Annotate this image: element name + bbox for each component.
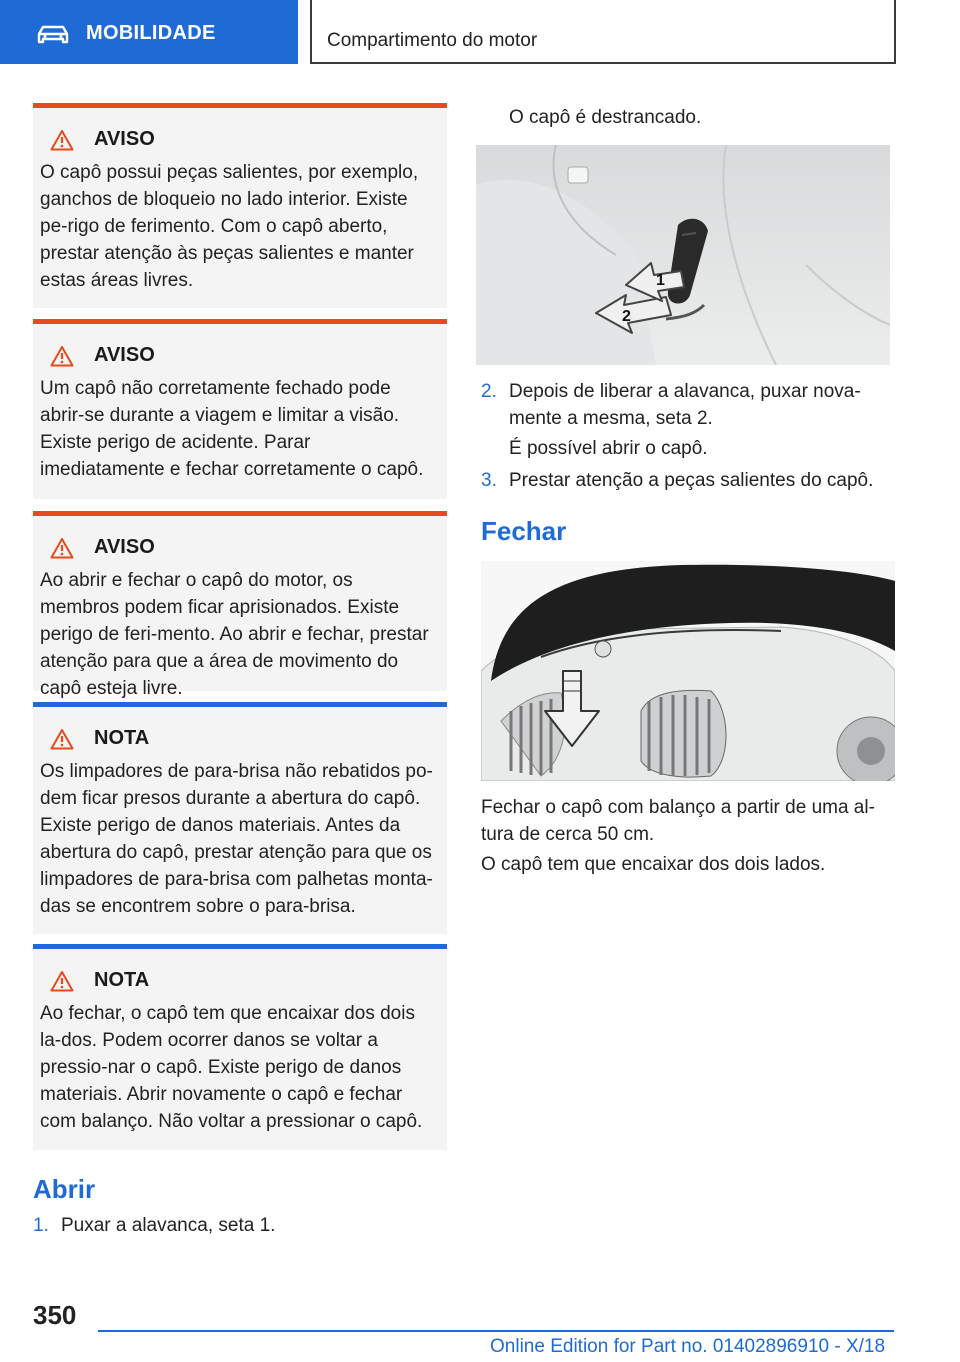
warning-box [33, 103, 447, 308]
step-text: Prestar atenção a peças salientes do capô. [509, 470, 874, 491]
footer-divider [98, 1330, 894, 1332]
step-2-result: É possível abrir o capô. [509, 438, 708, 459]
notice-title: AVISO [94, 128, 155, 150]
warning-box [33, 511, 447, 699]
warning-box [33, 319, 447, 499]
warning-triangle-icon [50, 728, 74, 750]
warning-triangle-icon [50, 129, 74, 151]
figure-label: 1 [656, 272, 665, 289]
page-number: 350 [33, 1300, 77, 1330]
hood-close-figure [481, 561, 895, 781]
car-icon [36, 25, 70, 45]
step-2 [481, 378, 891, 432]
warning-triangle-icon [50, 970, 74, 992]
notice-text: Os limpadores de para-brisa não rebatidos po-dem ficar presos durante a abertura do capô. Existe perigo de danos materiais. Antes da abertura do capô, prestar atenção para que os limpadores de para-brisa com palhetas monta-das se encontrem sobre o para-brisa. [40, 761, 433, 917]
step-text: Puxar a alavanca, seta 1. [61, 1215, 276, 1236]
chapter-title: Compartimento do motor [327, 30, 538, 51]
warning-triangle-icon [50, 537, 74, 559]
notice-text: Ao fechar, o capô tem que encaixar dos dois la-dos. Podem ocorrer danos se voltar a pressio-nar o capô. Existe perigo de danos materiais. Abrir novamente o capô e fechar com balanço. Não voltar a pressionar o capô. [40, 1003, 423, 1132]
section-tab[interactable] [0, 0, 298, 64]
heading-open: Abrir [33, 1174, 96, 1204]
step-1 [33, 1212, 447, 1239]
warning-triangle-icon [50, 345, 74, 367]
step-3 [481, 467, 891, 494]
close-paragraph-2: O capô tem que encaixar dos dois lados. [481, 854, 826, 875]
notice-text: Ao abrir e fechar o capô do motor, os membros podem ficar aprisionados. Existe perigo de feri-mento. Ao abrir e fechar, prestar atenção para que a área de movimento do capô esteja livre. [40, 570, 429, 699]
section-title: MOBILIDADE [86, 22, 216, 44]
notice-text: Um capô não corretamente fechado pode abrir-se durante a viagem e limitar a visão. Existe perigo de acidente. Parar imediatamente e fechar corretamente o capô. [40, 378, 424, 480]
footer-edition: Online Edition for Part no. 01402896910 - X/18 [490, 1336, 886, 1357]
note-box [33, 702, 447, 934]
notice-title: NOTA [94, 727, 150, 749]
step-number: 2. [481, 381, 497, 402]
step-1-result: O capô é destrancado. [509, 107, 702, 128]
notice-title: AVISO [94, 536, 155, 558]
heading-close: Fechar [481, 516, 567, 546]
figure-label: 2 [622, 308, 631, 325]
notice-title: AVISO [94, 344, 155, 366]
notice-text: O capô possui peças salientes, por exemplo, ganchos de bloqueio no lado interior. Existe pe-rigo de ferimento. Com o capô aberto, prestar atenção às peças salientes e manter estas áreas livres. [40, 162, 419, 291]
close-paragraph-1: Fechar o capô com balanço a partir de uma al-tura de cerca 50 cm. [481, 797, 875, 845]
notice-title: NOTA [94, 969, 150, 991]
note-box [33, 944, 447, 1150]
step-text: Depois de liberar a alavanca, puxar nova-mente a mesma, seta 2. [509, 381, 861, 429]
step-number: 1. [33, 1215, 49, 1236]
hood-lever-figure [476, 145, 890, 365]
step-number: 3. [481, 470, 497, 491]
chapter-header [310, 0, 896, 64]
